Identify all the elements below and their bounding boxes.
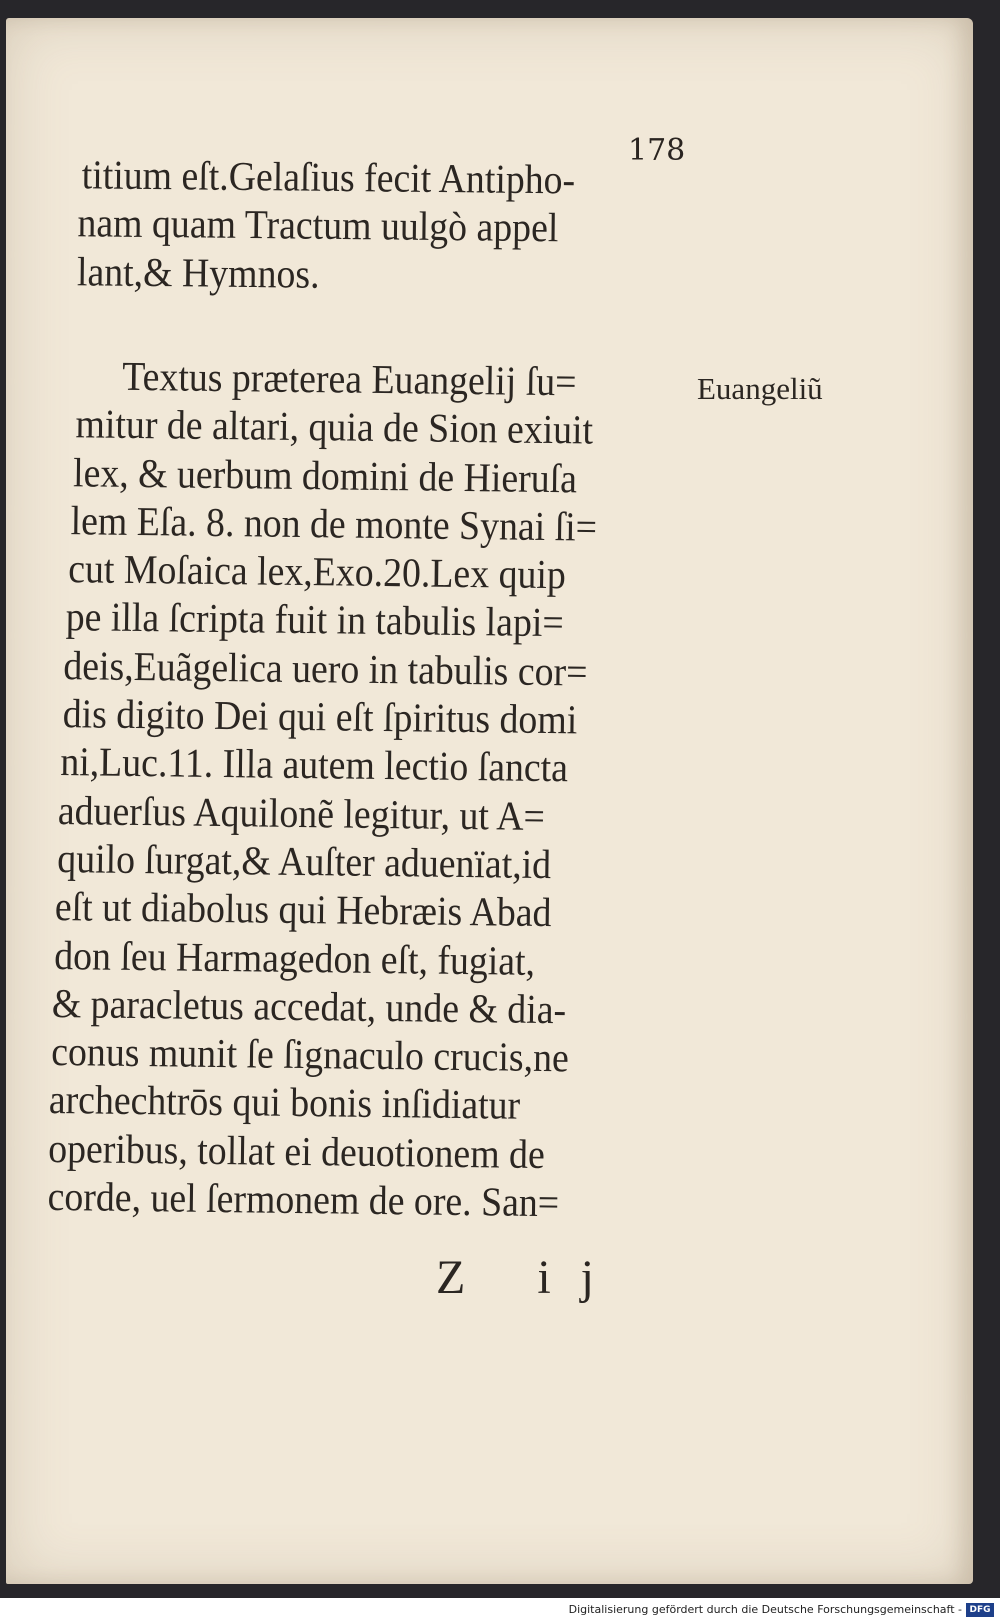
text-line: operibus, tollat ei deuotionem de bbox=[47, 1124, 546, 1177]
text-line: lex, & uerbum domini de Hieruſa bbox=[72, 448, 578, 501]
text-line: cut Moſaica lex,Exo.20.Lex quip bbox=[67, 545, 567, 598]
text-line: quilo ſurgat,& Auſter aduenïat,id bbox=[57, 834, 552, 887]
text-line: lant,& Hymnos. bbox=[76, 247, 320, 297]
text-line: eſt ut diabolus qui Hebræis Abad bbox=[54, 883, 552, 936]
text-line: deis,Euãgelica uero in tabulis cor= bbox=[63, 641, 588, 695]
marginal-note: Euangeliũ bbox=[697, 371, 823, 406]
text-line: pe illa ſcripta fuit in tabulis lapi= bbox=[65, 593, 564, 646]
text-line: ni,Luc.11. Illa autem lectio ſancta bbox=[60, 738, 569, 791]
paragraph-1 bbox=[56, 150, 697, 302]
digitization-credit: Digitalisierung gefördert durch die Deutsche Forschungsgemeinschaft - bbox=[568, 1603, 962, 1616]
text-line: nam quam Tractum uulgò appel bbox=[77, 199, 559, 251]
paragraph-gap bbox=[58, 295, 698, 351]
text-line: Textus præterea Euangelij ſu= bbox=[121, 352, 577, 405]
text-line: mitur de altari, quia de Sion exiuit bbox=[75, 400, 594, 453]
text-line: & paracletus accedat, unde & dia‑ bbox=[51, 979, 567, 1033]
signature-mark: Z ij bbox=[436, 1251, 624, 1304]
paragraph-2 bbox=[47, 351, 698, 1228]
text-line: don ſeu Harmagedon eſt, fugiat, bbox=[54, 931, 536, 984]
text-line: conus munit ſe ſignaculo crucis,ne bbox=[51, 1028, 570, 1081]
text-line: corde, uel ſermonem de ore. San= bbox=[47, 1172, 560, 1226]
main-text bbox=[47, 150, 698, 1226]
text-line: titium eſt.Gelaſius fecit Antipho‑ bbox=[81, 151, 576, 203]
text-line: dis digito Dei qui eſt ſpiritus domi bbox=[62, 690, 578, 743]
text-line: lem Eſa. 8. non de monte Synai ſi= bbox=[70, 496, 598, 550]
text-line: aduerſus Aquilonẽ legitur, ut A= bbox=[57, 786, 546, 839]
text-line: archechtrōs qui bonis inſidiatur bbox=[48, 1076, 521, 1129]
page-number: 178 bbox=[628, 133, 686, 168]
dfg-logo-icon: DFG bbox=[966, 1603, 994, 1617]
